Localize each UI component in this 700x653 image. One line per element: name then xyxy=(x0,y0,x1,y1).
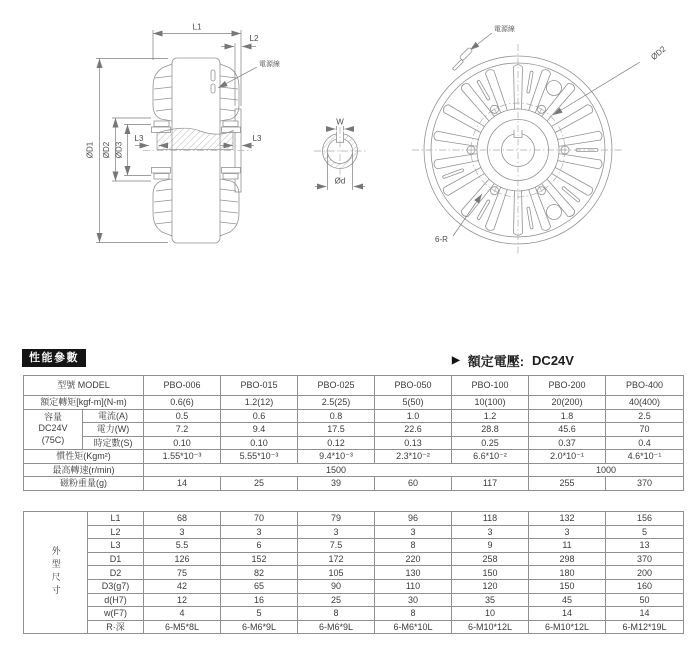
value-cell: 17.5 xyxy=(298,423,375,437)
value-cell: 1.8 xyxy=(529,409,606,423)
value-cell: 1000 xyxy=(529,463,684,477)
value-cell: 255 xyxy=(529,477,606,491)
value-cell: 0.10 xyxy=(221,436,298,450)
value-cell: 370 xyxy=(606,477,684,491)
value-cell: PBO-400 xyxy=(606,376,684,396)
value-cell: 60 xyxy=(375,477,452,491)
value-cell: 1.55*10⁻³ xyxy=(144,450,221,464)
value-cell: 117 xyxy=(452,477,529,491)
value-cell: 156 xyxy=(606,512,684,526)
table-row xyxy=(24,477,684,491)
value-cell: 39 xyxy=(298,477,375,491)
value-cell: 0.25 xyxy=(452,436,529,450)
value-cell: 20(200) xyxy=(529,396,606,410)
row-label: w(F7) xyxy=(88,607,144,621)
side-view-drawing xyxy=(86,23,281,244)
dim-label-d: Ød xyxy=(334,176,346,186)
row-label: 電力(W) xyxy=(83,423,144,437)
value-cell: 258 xyxy=(452,552,529,566)
value-cell: PBO-015 xyxy=(221,376,298,396)
value-cell: 1.0 xyxy=(375,409,452,423)
table-row xyxy=(24,579,684,593)
value-cell: 6 xyxy=(221,539,298,553)
value-cell: 14 xyxy=(529,607,606,621)
value-cell: 150 xyxy=(529,579,606,593)
value-cell: 3 xyxy=(452,525,529,539)
rated-voltage xyxy=(452,351,574,370)
dim-label-l2: L2 xyxy=(249,34,259,43)
value-cell: 0.6(6) xyxy=(144,396,221,410)
row-label: 電流(A) xyxy=(83,409,144,423)
value-cell: 160 xyxy=(606,579,684,593)
value-cell: 0.5 xyxy=(144,409,221,423)
value-cell: 0.6 xyxy=(221,409,298,423)
dimension-group-label xyxy=(24,512,88,634)
value-cell: 0.10 xyxy=(144,436,221,450)
row-label: D2 xyxy=(88,566,144,580)
value-cell: 96 xyxy=(375,512,452,526)
row-label: D1 xyxy=(88,552,144,566)
value-cell: 65 xyxy=(221,579,298,593)
value-cell: 10 xyxy=(452,607,529,621)
value-cell: 3 xyxy=(375,525,452,539)
value-cell: 2.5(25) xyxy=(298,396,375,410)
value-cell: 1500 xyxy=(144,463,529,477)
value-cell: 6.6*10⁻² xyxy=(452,450,529,464)
value-cell: 3 xyxy=(144,525,221,539)
value-cell: 10(100) xyxy=(452,396,529,410)
value-cell: 25 xyxy=(298,593,375,607)
value-cell: 0.12 xyxy=(298,436,375,450)
row-label: L3 xyxy=(88,539,144,553)
value-cell: 370 xyxy=(606,552,684,566)
row-label: L2 xyxy=(88,525,144,539)
value-cell: 3 xyxy=(221,525,298,539)
value-cell: PBO-050 xyxy=(375,376,452,396)
value-cell: 172 xyxy=(298,552,375,566)
table-row xyxy=(24,409,684,423)
dim-label-l3-right: L3 xyxy=(252,134,262,143)
row-label: D3(g7) xyxy=(88,579,144,593)
value-cell: 1.2 xyxy=(452,409,529,423)
arrow-right-icon: ▶ xyxy=(452,355,460,366)
value-cell: 4 xyxy=(144,607,221,621)
row-label: 磁粉重量(g) xyxy=(24,477,144,491)
value-cell: 126 xyxy=(144,552,221,566)
value-cell: 118 xyxy=(452,512,529,526)
value-cell: 6-M10*12L xyxy=(452,620,529,634)
value-cell: 7.2 xyxy=(144,423,221,437)
value-cell: 70 xyxy=(606,423,684,437)
dim-label-d2-side: ØD2 xyxy=(102,141,111,159)
value-cell: 2.0*10⁻¹ xyxy=(529,450,606,464)
value-cell: 220 xyxy=(375,552,452,566)
value-cell: PBO-006 xyxy=(144,376,221,396)
table-row xyxy=(24,566,684,580)
value-cell: 12 xyxy=(144,593,221,607)
value-cell: 9.4 xyxy=(221,423,298,437)
value-cell: 180 xyxy=(529,566,606,580)
dim-label-w: W xyxy=(336,117,344,127)
value-cell: 0.37 xyxy=(529,436,606,450)
dim-label-6r: 6-R xyxy=(435,235,448,244)
power-cord-label-front: 電源線 xyxy=(494,26,515,33)
row-label: R·深 xyxy=(88,620,144,634)
value-cell: 13 xyxy=(606,539,684,553)
value-cell: PBO-025 xyxy=(298,376,375,396)
value-cell: 150 xyxy=(452,566,529,580)
value-cell: 6-M5*8L xyxy=(144,620,221,634)
value-cell: 298 xyxy=(529,552,606,566)
value-cell: 6-M10*12L xyxy=(529,620,606,634)
value-cell: 42 xyxy=(144,579,221,593)
value-cell: 75 xyxy=(144,566,221,580)
dim-label-l3-left: L3 xyxy=(134,134,144,143)
value-cell: 45 xyxy=(529,593,606,607)
row-label: 時定數(S) xyxy=(83,436,144,450)
value-cell: 3 xyxy=(298,525,375,539)
value-cell: 8 xyxy=(298,607,375,621)
value-cell: 0.8 xyxy=(298,409,375,423)
table-row xyxy=(24,607,684,621)
table-row xyxy=(24,396,684,410)
value-cell: 5(50) xyxy=(375,396,452,410)
value-cell: 68 xyxy=(144,512,221,526)
table-row xyxy=(24,512,684,526)
value-cell: 6-M6*9L xyxy=(298,620,375,634)
table-row xyxy=(24,539,684,553)
value-cell: 2.3*10⁻² xyxy=(375,450,452,464)
value-cell: 1.2(12) xyxy=(221,396,298,410)
value-cell: 90 xyxy=(298,579,375,593)
value-cell: PBO-200 xyxy=(529,376,606,396)
value-cell: 110 xyxy=(375,579,452,593)
table-row xyxy=(24,423,684,437)
row-label: 額定轉矩[kgf-m](N-m) xyxy=(24,396,144,410)
power-cord-label-side: 電源線 xyxy=(259,61,280,68)
value-cell: 0.4 xyxy=(606,436,684,450)
value-cell: 2.5 xyxy=(606,409,684,423)
table-row xyxy=(24,525,684,539)
value-cell: 120 xyxy=(452,579,529,593)
value-cell: 16 xyxy=(221,593,298,607)
value-cell: 14 xyxy=(144,477,221,491)
table-row xyxy=(24,376,684,396)
capacity-line: 容量 xyxy=(43,411,62,422)
dimension-group-label-text: 外型尺寸 xyxy=(50,545,61,598)
value-cell: 50 xyxy=(606,593,684,607)
value-cell: 132 xyxy=(529,512,606,526)
section-title xyxy=(22,349,86,367)
capacity-line: (75C) xyxy=(41,435,65,446)
value-cell: 0.13 xyxy=(375,436,452,450)
value-cell: 5 xyxy=(221,607,298,621)
value-cell: 3 xyxy=(529,525,606,539)
table-row xyxy=(24,436,684,450)
value-cell: 35 xyxy=(452,593,529,607)
table-row xyxy=(24,463,684,477)
row-label: L1 xyxy=(88,512,144,526)
row-label: 最高轉速(r/min) xyxy=(24,463,144,477)
row-label: 慣性矩(Kgm²) xyxy=(24,450,144,464)
value-cell: 5.55*10⁻³ xyxy=(221,450,298,464)
value-cell: 4.6*10⁻¹ xyxy=(606,450,684,464)
spec-table xyxy=(23,375,684,491)
dimension-table xyxy=(23,511,684,634)
value-cell: 30 xyxy=(375,593,452,607)
value-cell: 9.4*10⁻³ xyxy=(298,450,375,464)
value-cell: 6-M6*10L xyxy=(375,620,452,634)
dim-label-d2-front: ØD2 xyxy=(649,44,668,62)
value-cell: 152 xyxy=(221,552,298,566)
value-cell: 22.6 xyxy=(375,423,452,437)
table-row xyxy=(24,450,684,464)
value-cell: 9 xyxy=(452,539,529,553)
value-cell: 200 xyxy=(606,566,684,580)
front-view-drawing xyxy=(412,24,668,256)
rated-voltage-value: DC24V xyxy=(532,353,574,368)
capacity-line: DC24V xyxy=(38,423,68,434)
table-row xyxy=(24,552,684,566)
value-cell: 5.5 xyxy=(144,539,221,553)
rated-voltage-label: 額定電壓: xyxy=(467,354,525,369)
value-cell: 105 xyxy=(298,566,375,580)
capacity-group-label xyxy=(24,409,83,450)
value-cell: 40(400) xyxy=(606,396,684,410)
table-row xyxy=(24,593,684,607)
section-title-text: 性能參數 xyxy=(29,352,79,364)
value-cell: 14 xyxy=(606,607,684,621)
dim-label-l1: L1 xyxy=(192,22,202,32)
table-row xyxy=(24,620,684,634)
model-header-cell: 型號 MODEL xyxy=(24,376,144,396)
value-cell: 8 xyxy=(375,607,452,621)
value-cell: 130 xyxy=(375,566,452,580)
value-cell: 6-M12*19L xyxy=(606,620,684,634)
value-cell: 5 xyxy=(606,525,684,539)
value-cell: 70 xyxy=(221,512,298,526)
shaft-section-drawing xyxy=(314,118,366,191)
value-cell: 82 xyxy=(221,566,298,580)
value-cell: 25 xyxy=(221,477,298,491)
dim-label-d1: ØD1 xyxy=(85,141,95,159)
value-cell: PBO-100 xyxy=(452,376,529,396)
value-cell: 28.8 xyxy=(452,423,529,437)
value-cell: 79 xyxy=(298,512,375,526)
value-cell: 6-M6*9L xyxy=(221,620,298,634)
value-cell: 7.5 xyxy=(298,539,375,553)
row-label: d(H7) xyxy=(88,593,144,607)
value-cell: 8 xyxy=(375,539,452,553)
value-cell: 11 xyxy=(529,539,606,553)
value-cell: 45.6 xyxy=(529,423,606,437)
dim-label-d3: ØD3 xyxy=(114,141,124,159)
